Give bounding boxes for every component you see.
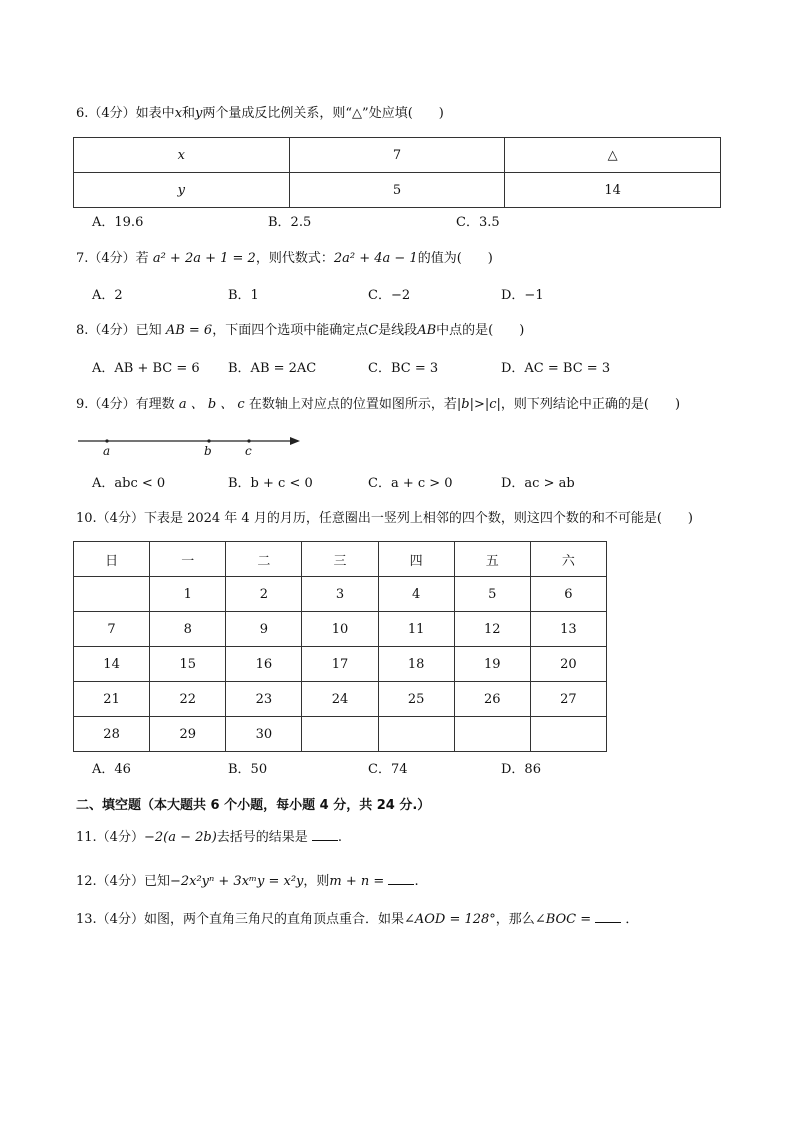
table-header-row	[74, 542, 607, 577]
q10-option-d: D．86	[501, 762, 541, 777]
q9-vars: a 、 b 、 c	[178, 397, 245, 412]
header-cell: 六	[530, 542, 606, 577]
table-cell: 1	[150, 577, 226, 612]
table-cell: 6	[530, 577, 606, 612]
table-cell: 12	[454, 612, 530, 647]
calendar-table	[73, 541, 607, 752]
table-cell: 15	[150, 647, 226, 682]
q9-option-a: A．abc < 0	[92, 476, 166, 491]
q11-expr: −2(a − 2b)	[143, 830, 217, 845]
q13-ask: ∠BOC =	[534, 912, 592, 927]
q6-var-x: x	[174, 106, 183, 121]
q7-expr: 2a² + 4a − 1	[333, 251, 418, 266]
table-cell: 7	[289, 138, 505, 173]
q6-var-y: y	[195, 106, 203, 121]
q6-table	[73, 137, 721, 208]
table-cell: 10	[302, 612, 378, 647]
number-line	[78, 430, 308, 460]
q7-mid: ，则代数式：	[255, 251, 334, 266]
q6-option-a: A．19.6	[92, 215, 144, 230]
point-b	[207, 439, 210, 442]
q12-end: .	[414, 874, 419, 889]
table-cell: 26	[454, 682, 530, 717]
q12-mid: ，则	[303, 874, 330, 889]
q10-option-b: B．50	[228, 762, 268, 777]
header-cell: 一	[150, 542, 226, 577]
q11-suffix: 去括号的结果是	[216, 830, 308, 845]
question-9	[76, 396, 680, 414]
table-cell: 30	[226, 717, 302, 752]
question-12	[76, 872, 419, 891]
table-cell: 13	[530, 612, 606, 647]
point-c	[247, 439, 250, 442]
q8-mid1: ，下面四个选项中能确定点	[212, 323, 369, 338]
q8-option-b: B．AB = 2AC	[228, 361, 317, 376]
table-cell: 11	[378, 612, 454, 647]
q13-end: ．	[625, 912, 639, 927]
q11-prefix: 11.（4分）	[76, 830, 144, 845]
q7-prefix: 7.（4分）若	[76, 251, 149, 266]
q8-given: AB = 6	[165, 323, 213, 338]
table-cell: 14	[74, 647, 150, 682]
table-cell: 17	[302, 647, 378, 682]
arrow-right-icon	[290, 437, 300, 445]
q8-option-c: C．BC = 3	[368, 361, 439, 376]
table-cell: 23	[226, 682, 302, 717]
table-cell: 29	[150, 717, 226, 752]
table-cell: △	[505, 138, 721, 173]
q9-option-b: B．b + c < 0	[228, 476, 313, 491]
q10-option-a: A．46	[92, 762, 131, 777]
header-cell: 日	[74, 542, 150, 577]
answer-blank[interactable]	[388, 872, 414, 885]
q6-option-b: B．2.5	[268, 215, 312, 230]
q9-cond: |b|>|c|	[456, 397, 501, 412]
q8-suffix: 中点的是( )	[436, 323, 525, 338]
label-c: c	[245, 444, 252, 458]
table-cell: 7	[74, 612, 150, 647]
table-cell: 20	[530, 647, 606, 682]
q12-ask: m + n =	[329, 874, 385, 889]
answer-blank[interactable]	[595, 910, 621, 923]
table-cell	[454, 717, 530, 752]
table-row	[74, 138, 721, 173]
table-cell	[74, 577, 150, 612]
table-cell: 19	[454, 647, 530, 682]
question-13	[76, 910, 638, 929]
q6-text-post: 两个量成反比例关系，则“△”处应填( )	[202, 106, 444, 121]
table-cell: y	[74, 173, 290, 208]
q12-prefix: 12.（4分）已知	[76, 874, 170, 889]
q7-option-a: A．2	[92, 288, 123, 303]
q6-option-c: C．3.5	[456, 215, 500, 230]
table-cell: 16	[226, 647, 302, 682]
q8-mid2: 是线段	[378, 323, 418, 338]
q8-prefix: 8.（4分）已知	[76, 323, 162, 338]
number-line-svg	[78, 430, 308, 460]
table-cell: 21	[74, 682, 150, 717]
question-10: 10.（4分）下表是 2024 年 4 月的月历，任意圈出一竖列上相邻的四个数，则这四个数的和不可能是( )	[76, 511, 693, 526]
question-8	[76, 322, 524, 340]
table-cell: 4	[378, 577, 454, 612]
table-cell: 3	[302, 577, 378, 612]
q7-option-d: D．−1	[501, 288, 544, 303]
header-cell: 四	[378, 542, 454, 577]
q9-prefix: 9.（4分）有理数	[76, 397, 175, 412]
question-11	[76, 828, 342, 847]
table-cell: x	[74, 138, 290, 173]
table-cell: 22	[150, 682, 226, 717]
header-cell: 五	[454, 542, 530, 577]
q9-mid: 在数轴上对应点的位置如图所示，若	[248, 397, 457, 412]
table-cell	[302, 717, 378, 752]
label-b: b	[204, 444, 212, 458]
table-cell: 24	[302, 682, 378, 717]
table-row	[74, 173, 721, 208]
table-cell: 28	[74, 717, 150, 752]
point-a	[105, 439, 108, 442]
table-cell: 27	[530, 682, 606, 717]
q9-option-d: D．ac > ab	[501, 476, 575, 491]
table-cell: 8	[150, 612, 226, 647]
table-row	[74, 717, 607, 752]
table-cell	[530, 717, 606, 752]
q9-suffix: ，则下列结论中正确的是( )	[500, 397, 681, 412]
table-cell: 14	[505, 173, 721, 208]
table-cell: 9	[226, 612, 302, 647]
q6-text: 6.（4分）如表中	[76, 106, 175, 121]
q10-option-c: C．74	[368, 762, 408, 777]
q7-suffix: 的值为( )	[417, 251, 493, 266]
q8-option-d: D．AC = BC = 3	[501, 361, 611, 376]
table-cell: 18	[378, 647, 454, 682]
question-6	[76, 105, 444, 123]
q8-option-a: A．AB + BC = 6	[92, 361, 200, 376]
q13-prefix: 13.（4分）如图，两个直角三角尺的直角顶点重合．如果	[76, 912, 404, 927]
q7-option-b: B．1	[228, 288, 259, 303]
q7-option-c: C．−2	[368, 288, 411, 303]
q6-and: 和	[182, 106, 196, 121]
q8-point: C	[368, 323, 379, 338]
q7-given: a² + 2a + 1 = 2	[152, 251, 256, 266]
q12-expr: −2x²yⁿ + 3xᵐy = x²y	[169, 874, 304, 889]
q11-end: .	[337, 830, 343, 845]
answer-blank[interactable]	[312, 828, 338, 841]
q8-seg: AB	[417, 323, 437, 338]
table-row	[74, 577, 607, 612]
question-7	[76, 250, 493, 268]
q13-given: ∠AOD = 128°	[403, 912, 496, 927]
label-a: a	[103, 444, 111, 458]
table-cell: 2	[226, 577, 302, 612]
header-cell: 二	[226, 542, 302, 577]
table-row	[74, 647, 607, 682]
table-row	[74, 612, 607, 647]
header-cell: 三	[302, 542, 378, 577]
table-cell: 5	[289, 173, 505, 208]
table-row	[74, 682, 607, 717]
q13-mid: ，那么	[495, 912, 535, 927]
q9-option-c: C．a + c > 0	[368, 476, 453, 491]
section-heading: 二、填空题（本大题共 6 个小题，每小题 4 分，共 24 分.）	[76, 798, 431, 813]
table-cell: 25	[378, 682, 454, 717]
table-cell	[378, 717, 454, 752]
table-cell: 5	[454, 577, 530, 612]
